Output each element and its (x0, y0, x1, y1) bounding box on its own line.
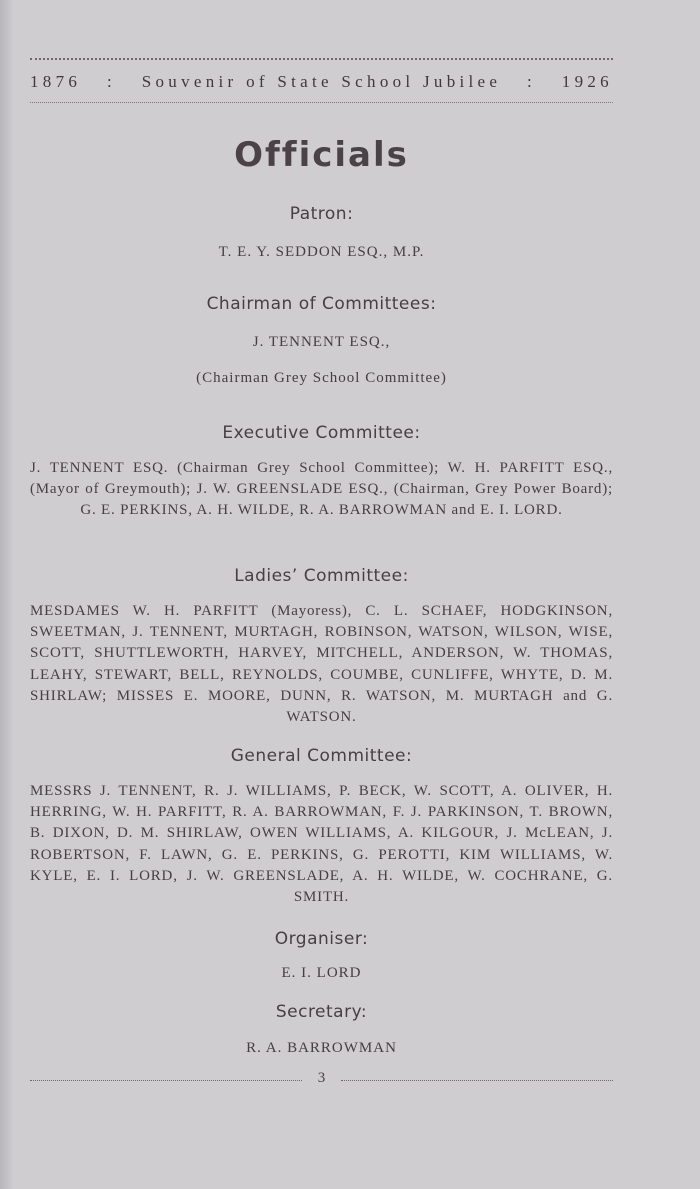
ladies-members: MESDAMES W. H. PARFITT (Mayoress), C. L. SCHAEF, HODGKINSON, SWEETMAN, J. TENNENT, MURTAGH, ROBINSON, WATSON, WILSON, WISE, SCOTT, SHUTTLEWORTH, HARVEY, MITCHELL, ANDERSON, W. THOMAS, LEAHY, STEWART, BELL, REYNOLDS, COUMBE, CUNLIFFE, WHYTE, D. M. SHIRLAW; MISSES E. MOORE, DUNN, R. WATSON, M. MURTAGH and G. WATSON. (30, 603, 613, 726)
page-title: Officials (234, 135, 409, 175)
executive-heading: Executive Committee: (222, 423, 421, 443)
organiser-heading: Organiser: (274, 929, 369, 949)
secretary-heading: Secretary: (275, 1002, 368, 1022)
chairman-name: J. TENNENT ESQ., (252, 334, 391, 350)
chairman-note: (Chairman Grey School Committee) (196, 370, 447, 386)
patron-name: T. E. Y. SEDDON ESQ., M.P. (218, 244, 425, 260)
patron-heading: Patron: (289, 204, 354, 224)
document-page (30, 0, 613, 1189)
footer-rule-right (341, 1080, 613, 1081)
header-separator: : (106, 72, 116, 91)
organiser-name: E. I. LORD (281, 965, 362, 981)
header-title: Souvenir of State School Jubilee (141, 72, 502, 91)
general-members: MESSRS J. TENNENT, R. J. WILLIAMS, P. BECK, W. SCOTT, A. OLIVER, H. HERRING, W. H. PARFITT, R. A. BARROWMAN, F. J. PARKINSON, T. BROWN, B. DIXON, D. M. SHIRLAW, OWEN WILLIAMS, A. KILGOUR, J. McLEAN, J. ROBERTSON, F. LAWN, G. E. PERKINS, G. PEROTTI, KIM WILLIAMS, W. KYLE, E. I. LORD, J. W. GREENSLADE, A. H. WILDE, W. COCHRANE, G. SMITH. (30, 783, 613, 906)
ladies-heading: Ladies’ Committee: (234, 566, 409, 586)
executive-members: J. TENNENT ESQ. (Chairman Grey School Committee); W. H. PARFITT ESQ., (Mayor of Greymouth); J. W. GREENSLADE ESQ., (Chairman, Grey Power Board); G. E. PERKINS, A. H. WILDE, R. A. BARROWMAN and E. I. LORD. (30, 460, 613, 519)
page-number: 3 (317, 1070, 326, 1086)
header-rule-top (30, 58, 613, 60)
general-heading: General Committee: (230, 746, 413, 766)
running-header (30, 72, 613, 92)
header-year-start: 1876 (30, 72, 82, 91)
secretary-name: R. A. BARROWMAN (246, 1040, 397, 1056)
chairman-heading: Chairman of Committees: (206, 294, 437, 314)
header-year-end: 1926 (561, 72, 613, 91)
page-edge-shadow (0, 0, 14, 1189)
header-separator: : (527, 72, 537, 91)
header-rule-bottom (30, 102, 613, 103)
page-footer (30, 1068, 613, 1098)
